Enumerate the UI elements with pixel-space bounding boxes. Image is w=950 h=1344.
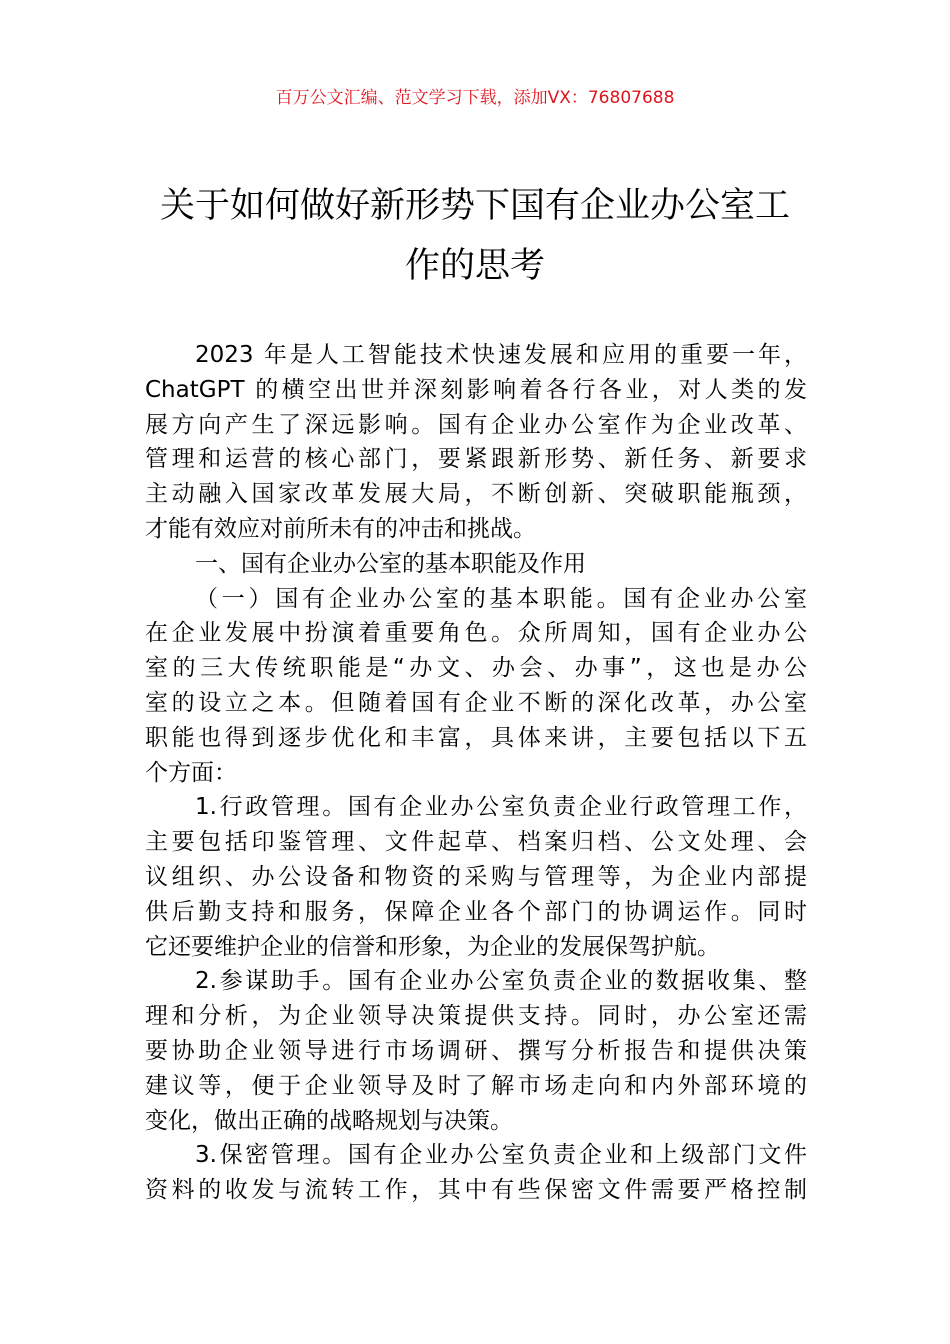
paragraph-line: 室的设立之本。但随着国有企业不断的深化改革，办公室 — [145, 689, 807, 716]
paragraph-line: 2.参谋助手。国有企业办公室负责企业的数据收集、整 — [195, 968, 807, 995]
paragraph-line: 它还要维护企业的信誉和形象，为企业的发展保驾护航。 — [145, 933, 720, 960]
paragraph-line: 主要包括印鉴管理、文件起草、档案归档、公文处理、会 — [145, 829, 807, 856]
paragraph-line: 职能也得到逐步优化和丰富，具体来讲，主要包括以下五 — [145, 724, 807, 751]
paragraph-line: 供后勤支持和服务，保障企业各个部门的协调运作。同时 — [145, 898, 807, 925]
paragraph-line: 2023 年是人工智能技术快速发展和应用的重要一年， — [195, 342, 807, 368]
paragraph-line: 才能有效应对前所未有的冲击和挑战。 — [145, 515, 536, 542]
paragraph-line: 管理和运营的核心部门，要紧跟新形势、新任务、新要求 — [145, 446, 807, 473]
paragraph-line: 3.保密管理。国有企业办公室负责企业和上级部门文件 — [195, 1142, 807, 1169]
paragraph-line: 要协助企业领导进行市场调研、撰写分析报告和提供决策 — [145, 1037, 807, 1064]
paragraph-line: 个方面： — [145, 759, 237, 786]
paragraph-line: 室的三大传统职能是“办文、办会、办事”，这也是办公 — [145, 655, 807, 682]
paragraph-line: 资料的收发与流转工作，其中有些保密文件需要严格控制 — [145, 1177, 807, 1204]
paragraph-line: 建议等，便于企业领导及时了解市场走向和内外部环境的 — [145, 1072, 807, 1099]
document-title — [145, 176, 805, 296]
title-line-1: 关于如何做好新形势下国有企业办公室工 — [159, 186, 790, 226]
paragraph-line: 在企业发展中扮演着重要角色。众所周知，国有企业办公 — [145, 620, 807, 647]
header-note: 百万公文汇编、范文学习下载，添加VX：76807688 — [275, 88, 675, 108]
paragraph-line: 主动融入国家改革发展大局，不断创新、突破职能瓶颈， — [145, 481, 807, 508]
document-body — [145, 338, 807, 1208]
paragraph-line: ChatGPT 的横空出世并深刻影响着各行各业，对人类的发 — [145, 376, 807, 403]
paragraph-line: 变化，做出正确的战略规划与决策。 — [145, 1107, 513, 1134]
paragraph-line: （一）国有企业办公室的基本职能。国有企业办公室 — [195, 585, 807, 612]
section-heading: 一、国有企业办公室的基本职能及作用 — [195, 550, 586, 577]
paragraph-line: 理和分析，为企业领导决策提供支持。同时，办公室还需 — [145, 1003, 807, 1030]
paragraph-line: 议组织、办公设备和物资的采购与管理等，为企业内部提 — [145, 863, 807, 890]
title-line-2: 作的思考 — [404, 246, 545, 286]
paragraph-line: 展方向产生了深远影响。国有企业办公室作为企业改革、 — [145, 411, 807, 438]
paragraph-line: 1.行政管理。国有企业办公室负责企业行政管理工作， — [195, 794, 807, 821]
